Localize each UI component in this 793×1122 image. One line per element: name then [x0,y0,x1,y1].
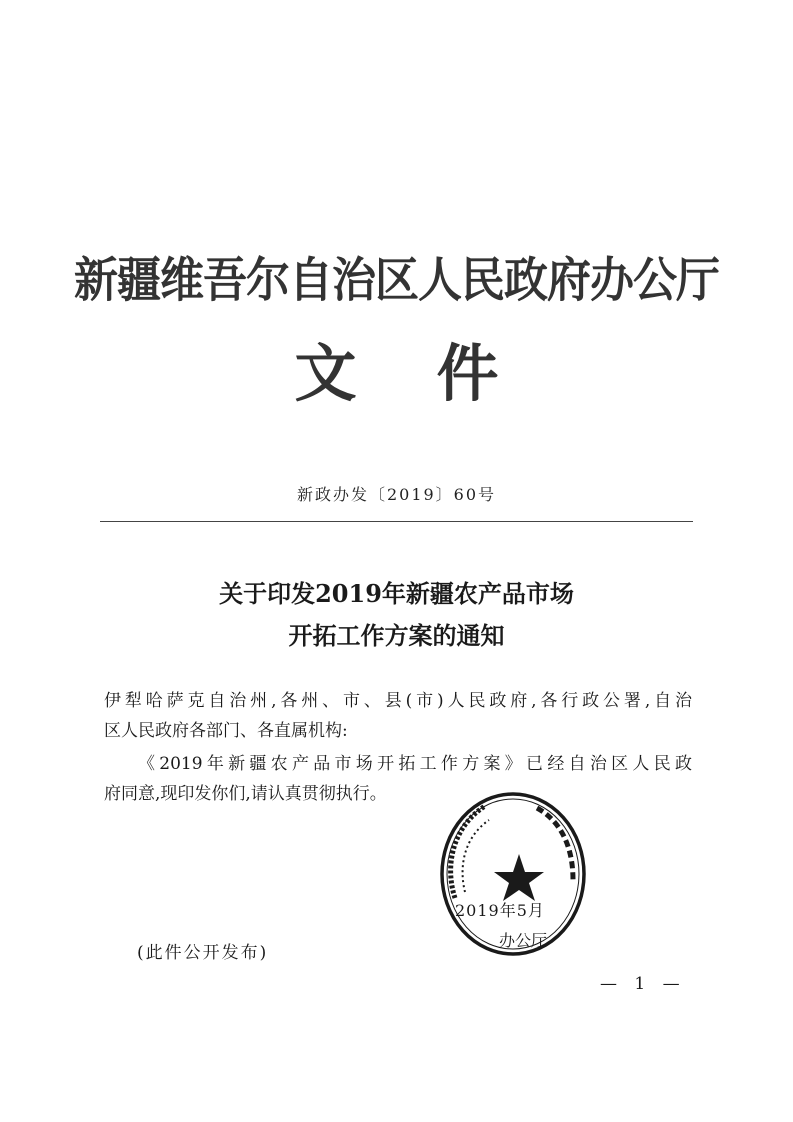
seal-unit-label: 办公厅 [499,931,548,950]
document-type-heading: 文件 [294,337,579,410]
addressee-line-2: 区人民政府各部门、各直属机构: [104,721,348,741]
header-divider [100,521,693,522]
signature-date: 2019年5月 [455,901,545,920]
body-paragraph-line-1: 《2019年新疆农产品市场开拓工作方案》已经自治区人民政 [138,754,692,774]
addressee-line-1: 伊犁哈萨克自治州,各州、市、县(市)人民政府,各行政公署,自治 [104,691,692,711]
release-note: (此件公开发布) [137,943,269,963]
notice-title-line-2: 开拓工作方案的通知 [288,621,505,650]
notice-title-line-1: 关于印发2019年新疆农产品市场 [219,579,574,608]
document-number: 新政办发〔2019〕60号 [296,485,497,504]
body-paragraph-line-2: 府同意,现印发你们,请认真贯彻执行。 [104,784,387,804]
page-number: — 1 — [600,974,686,994]
issuer-heading: 新疆维吾尔自治区人民政府办公厅 [74,253,719,309]
seal-star-icon [494,854,544,901]
